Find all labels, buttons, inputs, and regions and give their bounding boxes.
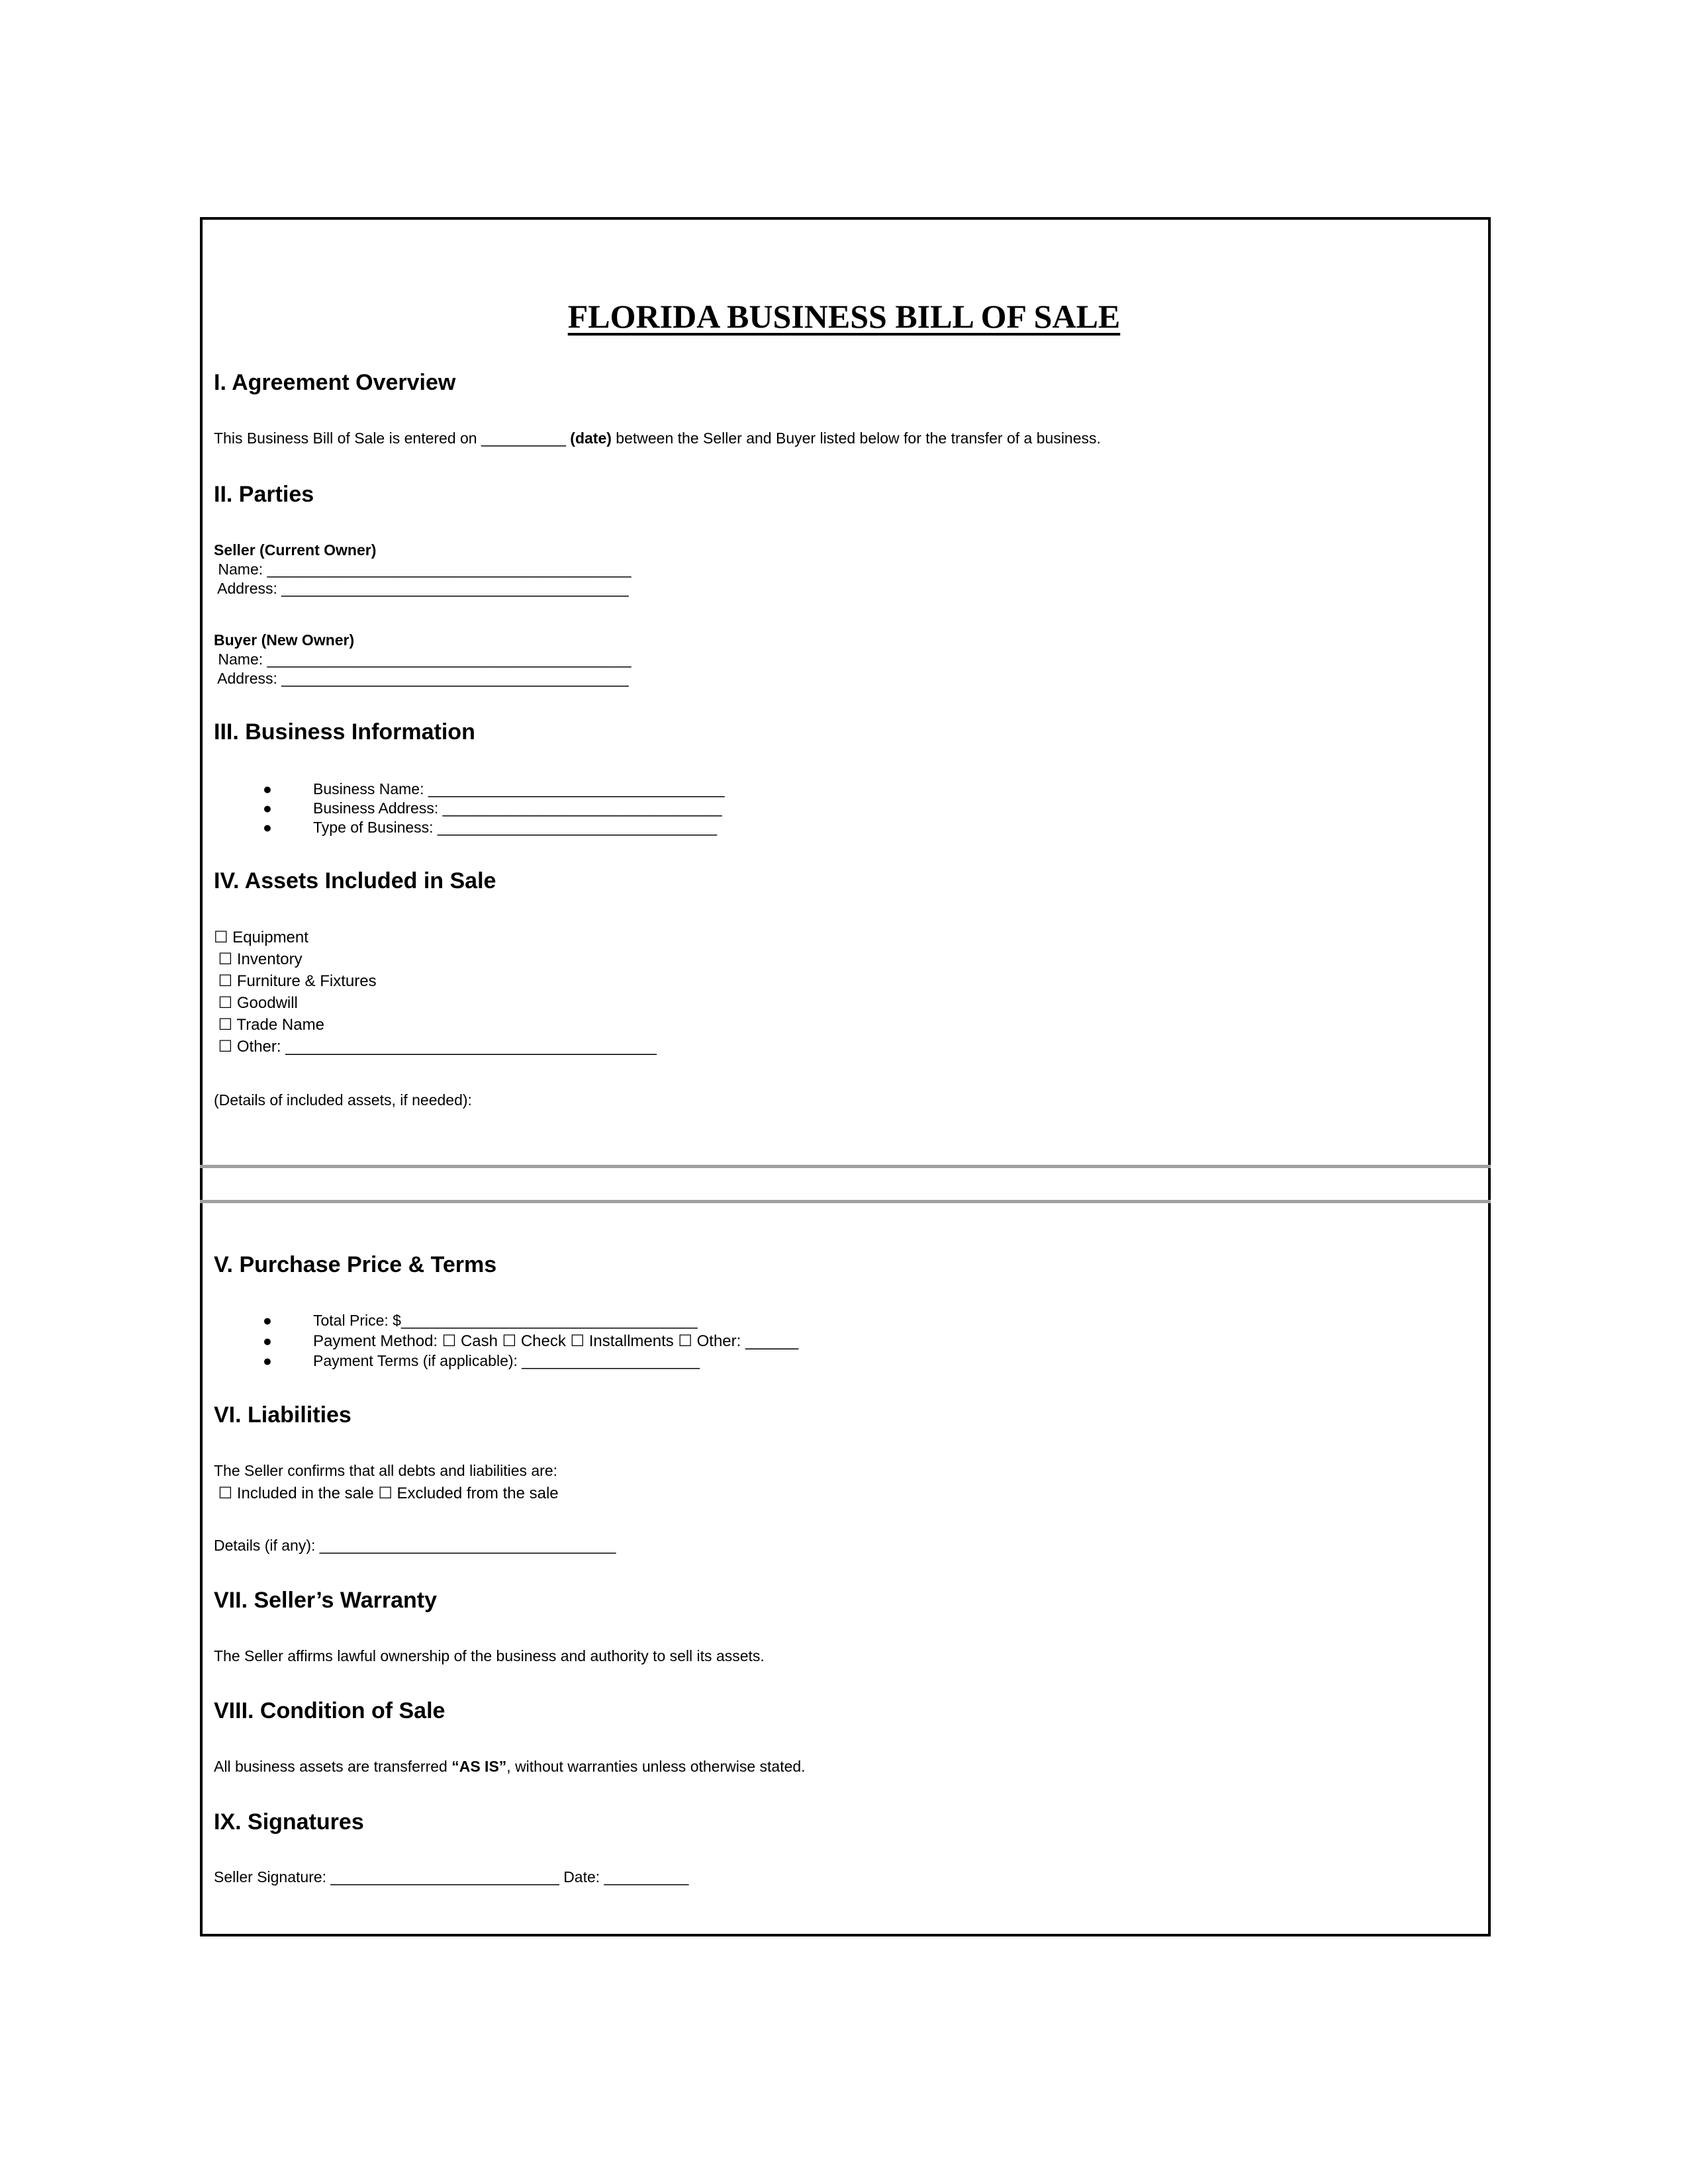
warranty-heading: VII. Seller’s Warranty (214, 1588, 437, 1613)
purchase-price-heading: V. Purchase Price & Terms (214, 1252, 497, 1277)
business-type-field[interactable]: Type of Business: _________________________________ (313, 819, 718, 836)
payment-terms-field[interactable]: Payment Terms (if applicable): _____________________ (313, 1352, 700, 1369)
seller-address-field[interactable]: Address: _________________________________________ (214, 580, 629, 597)
asset-details-label: (Details of included assets, if needed): (214, 1091, 472, 1109)
liabilities-options[interactable]: ☐ Included in the sale ☐ Excluded from the sale (214, 1484, 559, 1502)
condition-heading: VIII. Condition of Sale (214, 1698, 445, 1723)
business-address-field[interactable]: Business Address: _________________________________ (313, 799, 722, 817)
asset-checkbox-goodwill[interactable]: ☐ Goodwill (214, 994, 298, 1012)
bullet: ● (263, 819, 272, 836)
liabilities-text: The Seller confirms that all debts and liabilities are: (214, 1462, 558, 1479)
total-price-field[interactable]: Total Price: $___________________________________ (313, 1312, 698, 1329)
asset-checkbox-inventory[interactable]: ☐ Inventory (214, 950, 303, 968)
seller-signature-field[interactable]: Seller Signature: ___________________________ Date: __________ (214, 1868, 689, 1886)
seller-label: Seller (Current Owner) (214, 541, 377, 559)
bullet: ● (263, 1352, 272, 1369)
bullet: ● (263, 799, 272, 817)
document-title: FLORIDA BUSINESS BILL OF SALE (567, 298, 1121, 335)
buyer-address-field[interactable]: Address: _________________________________________ (214, 670, 629, 687)
warranty-text: The Seller affirms lawful ownership of the business and authority to sell its assets. (214, 1647, 765, 1664)
agreement-overview-text: This Business Bill of Sale is entered on __________ (date) between the Seller and Buyer listed below for the transfer of a business. (214, 430, 1101, 447)
bullet: ● (263, 780, 272, 797)
asset-checkbox-other[interactable]: ☐ Other: __________________________________________ (214, 1038, 657, 1056)
business-name-field[interactable]: Business Name: ___________________________________ (313, 780, 725, 797)
liabilities-heading: VI. Liabilities (214, 1402, 352, 1428)
bullet: ● (263, 1332, 272, 1349)
payment-method-options[interactable]: Payment Method: ☐ Cash ☐ Check ☐ Installments ☐ Other: ______ (313, 1332, 799, 1350)
section-divider (200, 1165, 1491, 1168)
bullet: ● (263, 1312, 272, 1329)
parties-heading: II. Parties (214, 482, 314, 507)
assets-heading: IV. Assets Included in Sale (214, 868, 496, 893)
seller-name-field[interactable]: Name: ___________________________________________ (214, 561, 632, 578)
business-info-heading: III. Business Information (214, 719, 475, 745)
asset-checkbox-equipment[interactable]: ☐ Equipment (214, 929, 308, 946)
asset-checkbox-furniture[interactable]: ☐ Furniture & Fixtures (214, 972, 377, 990)
asset-checkbox-trade-name[interactable]: ☐ Trade Name (214, 1016, 324, 1034)
agreement-overview-heading: I. Agreement Overview (214, 370, 456, 395)
liabilities-details-field[interactable]: Details (if any): ___________________________________ (214, 1537, 616, 1554)
form-border (200, 217, 1491, 1936)
buyer-name-field[interactable]: Name: ___________________________________________ (214, 651, 632, 668)
condition-text: All business assets are transferred “AS IS”, without warranties unless otherwise stated. (214, 1758, 806, 1775)
section-divider (200, 1200, 1491, 1203)
signatures-heading: IX. Signatures (214, 1809, 364, 1835)
buyer-label: Buyer (New Owner) (214, 631, 355, 649)
